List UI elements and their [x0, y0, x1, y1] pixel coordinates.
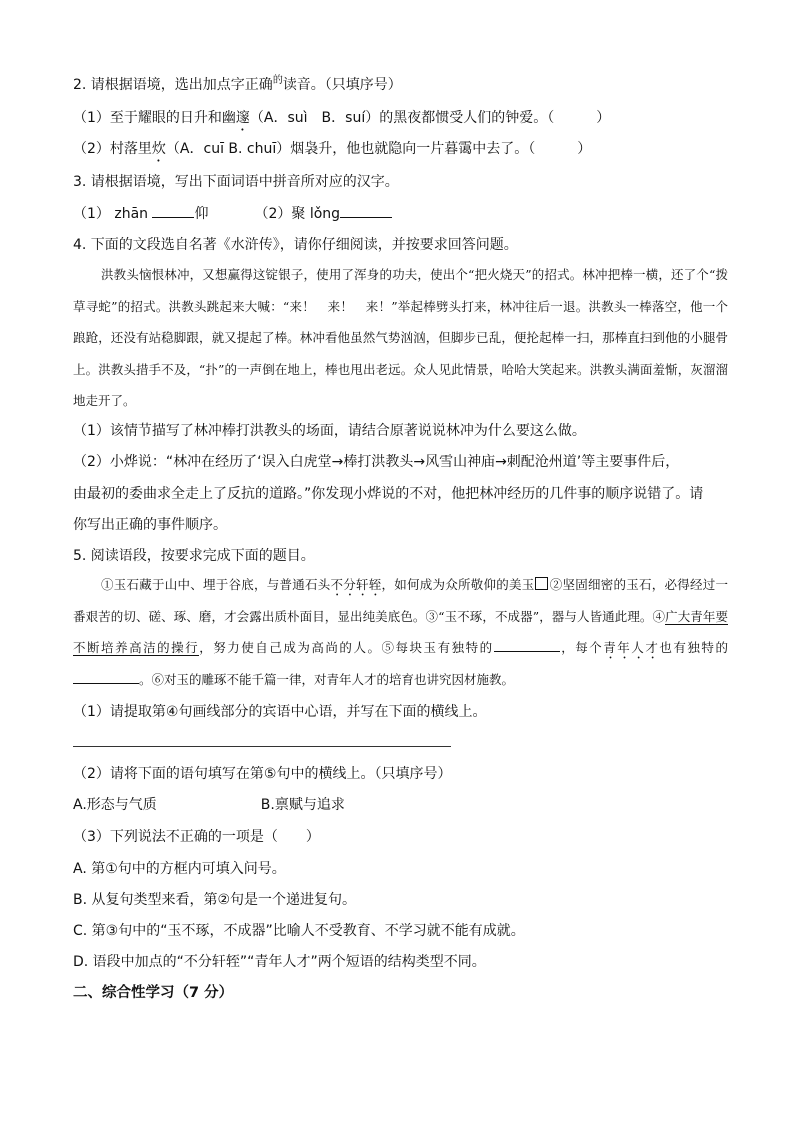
q2-item-1: （1）至于耀眼的日升和幽邃（A．suì B．suí）的黑夜都惯受人们的钟爱。（ ）	[73, 110, 611, 126]
q5-sub-3: （3）下列说法不正确的一项是（ ）	[73, 829, 320, 845]
q4-passage: 洪教头恼恨林冲，又想赢得这锭银子，使用了浑身的功夫，使出个“把火烧天”的招式。林冲把棒一横，还了个“拨草寻蛇”的招式。洪教头跳起来大喊：“来！ 来！ 来！”举起棒劈头打来，林冲往后一退。洪教头一棒落空，他一个踉跄，还没有站稳脚跟，就又提起了棒。林冲看他虽然气势汹汹，但脚步已乱，便抡起棒一扫，那棒直扫到他的小腿骨上。洪教头措手不及，“扑”的一声倒在地上，棒也甩出老远。众人见此情景，哈哈大笑起来。洪教头满面羞惭，灰溜溜地走开了。	[73, 267, 728, 408]
q3-blank-2[interactable]	[340, 203, 392, 218]
q4-sub-2-line-3: 你写出正确的事件顺序。	[73, 517, 227, 533]
q2-title: 2. 请根据语境，选出加点字正确$^的$读音。（只填序号）	[73, 75, 402, 93]
q5-blank-2[interactable]	[73, 669, 139, 684]
q4-title: 4. 下面的文段选自名著《水浒传》，请你仔细阅读，并按要求回答问题。	[73, 237, 518, 253]
q5-options	[73, 795, 345, 815]
q5-choice-c: C. 第③句中的“玉不琢，不成器”比喻人不受教育、不学习就不能有成就。	[73, 923, 525, 939]
q5-passage: ①玉石藏于山中、埋于谷底，与普通石头不分轩轾，如何成为众所敬仰的美玉 ②坚固细密的玉石，必得经过一番艰苦的切、磋、琢、磨，才会露出质朴面目，显出纯美底色。③“玉不琢，不成器”，器与人皆通此理。④广大青年要不断培养高洁的操行，努力使自己成为高尚的人。⑤每块玉有独特的 ，每个青年人才也有独特的。⑥对玉的雕琢不能千篇一律，对青年人才的培育也讲究因材施教。	[73, 577, 728, 687]
q3-items: （1） zhān 仰 （2）聚 lǒng	[73, 203, 392, 224]
q5-blank-1[interactable]	[494, 637, 560, 652]
q5-answer-line[interactable]	[73, 746, 451, 747]
q5-option-a: A.形态与气质	[73, 797, 157, 813]
q5-sub-1: （1）请提取第④句画线部分的宾语中心语，并写在下面的横线上。	[73, 704, 487, 720]
q5-sub-2: （2）请将下面的语句填写在第⑤句中的横线上。（只填序号）	[73, 766, 452, 782]
section-2-heading: 二、综合性学习（7 分）	[73, 985, 234, 1001]
q3-blank-1[interactable]	[152, 203, 194, 218]
q3-title: 3. 请根据语境，写出下面词语中拼音所对应的汉字。	[73, 174, 399, 190]
q4-sub-1: （1）该情节描写了林冲棒打洪教头的场面，请结合原著说说林冲为什么要这么做。	[73, 423, 586, 439]
q5-square-box	[535, 577, 548, 590]
q4-sub-2-line-2: 由最初的委曲求全走上了反抗的道路。”你发现小烨说的不对，他把林冲经历的几件事的顺序说错了。请	[73, 486, 704, 502]
q5-underlined-phrase: 广大青年要不断培养高洁的操行	[73, 608, 728, 655]
q5-choice-b: B. 从复句类型来看，第②句是一个递进复句。	[73, 892, 357, 908]
q5-choice-d: D. 语段中加点的“不分轩轾”“青年人才”两个短语的结构类型不同。	[73, 954, 486, 970]
q4-sub-2-line-1: （2）小烨说：“林冲在经历了‘误入白虎堂→棒打洪教头→风雪山神庙→刺配沧州道’等主要事件后，	[73, 454, 680, 470]
q5-choice-a: A. 第①句中的方框内可填入问号。	[73, 861, 286, 877]
q5-title: 5. 阅读语段，按要求完成下面的题目。	[73, 548, 315, 564]
q5-option-b: B.禀赋与追求	[260, 797, 345, 813]
q2-item-2: （2）村落里炊（A．cuī B. chuī）烟袅升，他也就隐向一片暮霭中去了。（ ）	[73, 141, 592, 157]
